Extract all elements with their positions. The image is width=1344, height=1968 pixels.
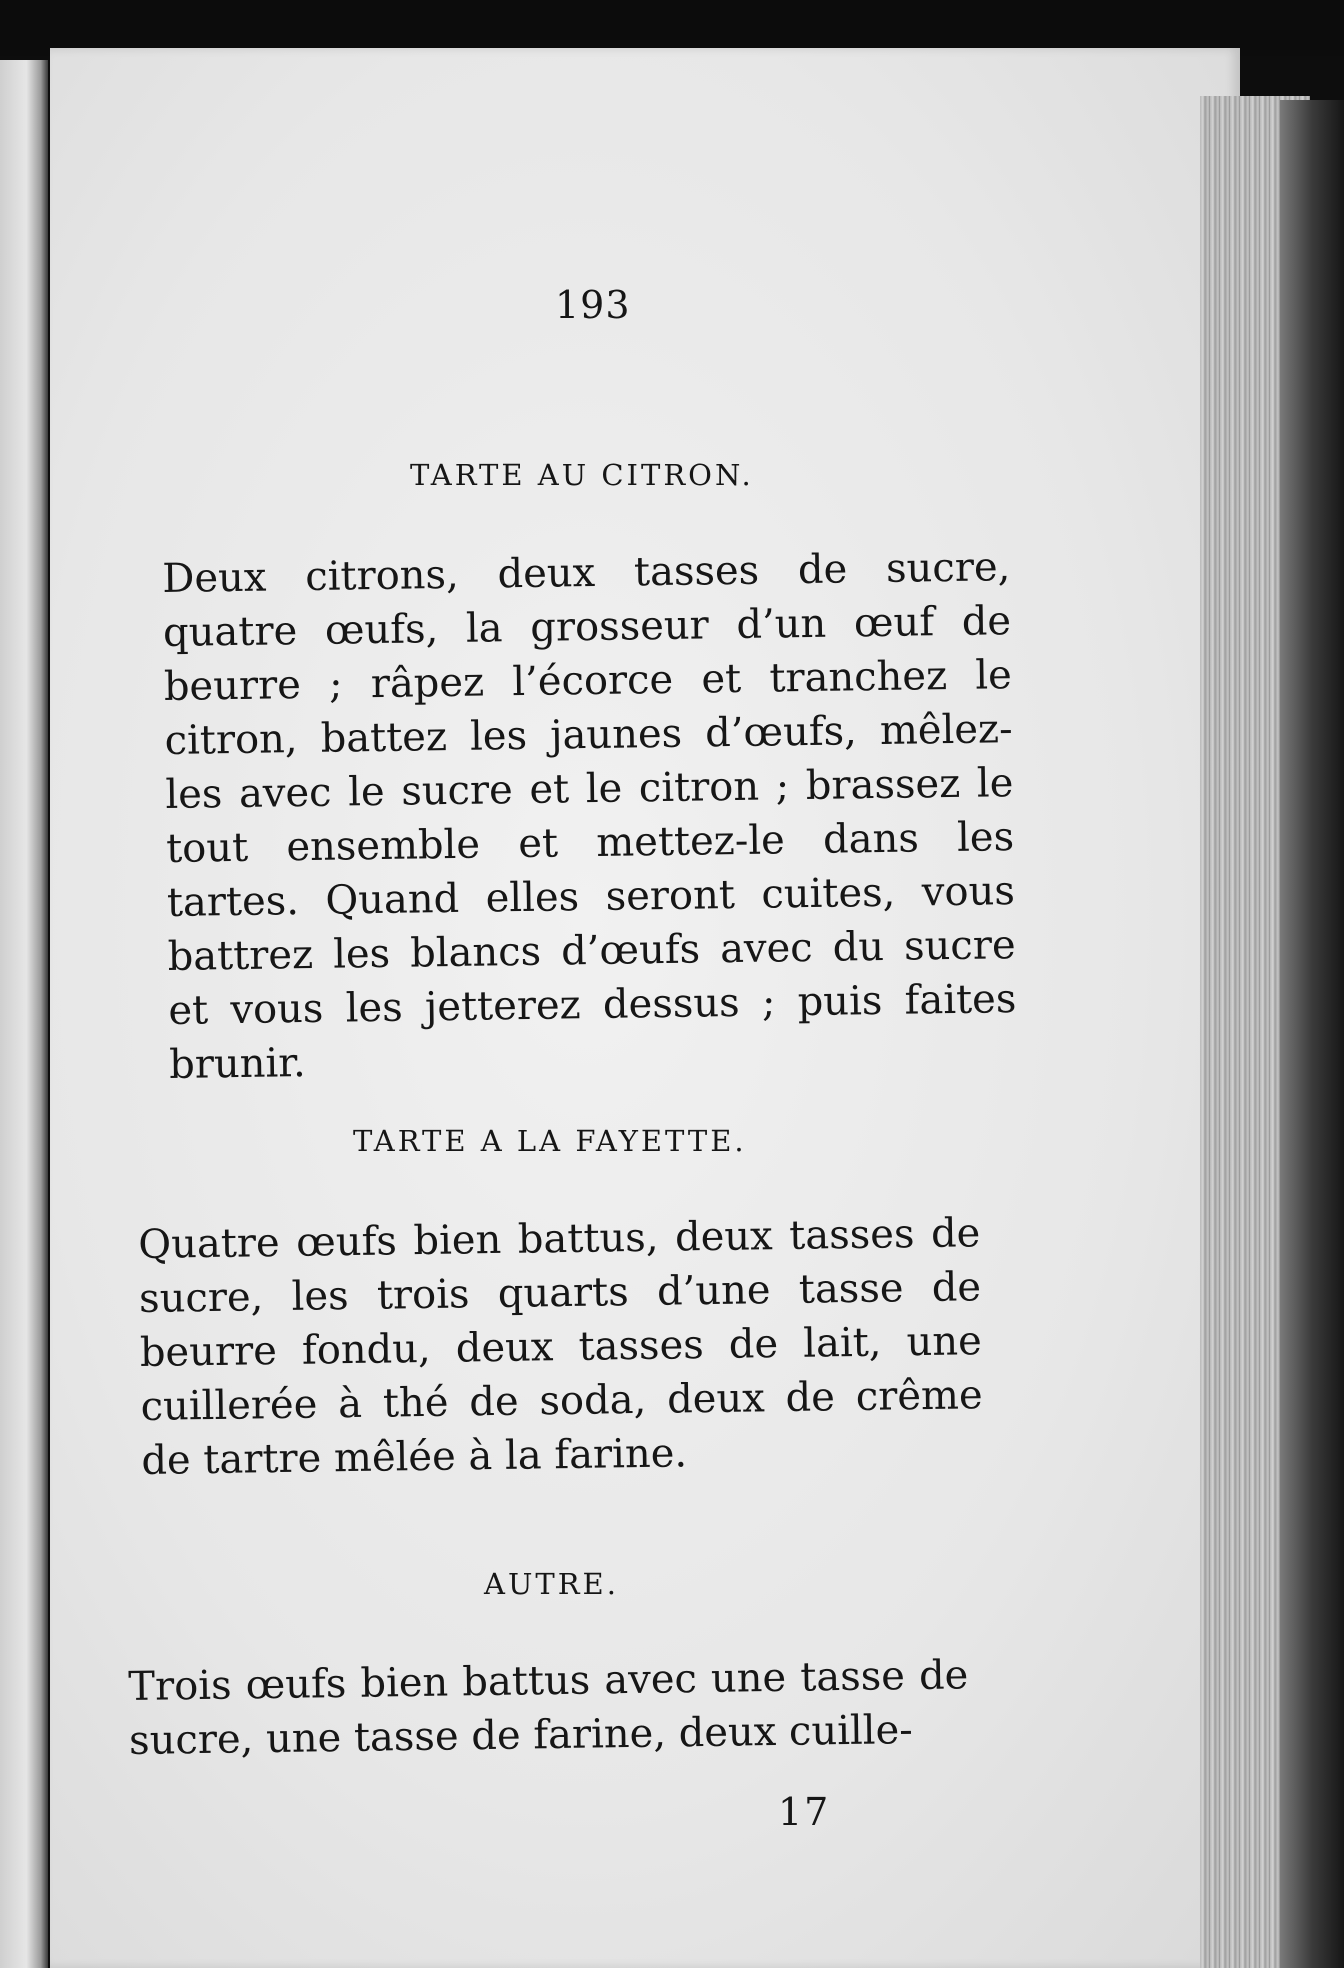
signature-mark: 17 [778,1790,831,1834]
section-title: TARTE AU CITRON. [410,458,754,492]
section-title: TARTE A LA FAYETTE. [353,1124,747,1158]
page-number: 193 [555,283,631,327]
section-body: Deux citrons, deux tasses de sucre, quatre œufs, la grosseur d’un œuf de beurre ; râpez l’écorce et tranchez le citron, battez les jaunes d’œufs, mêlez-les avec le sucre et le citron ; brassez le tout ensemble et mettez-le dans les tartes. Quand elles seront cuites, vous battrez les blancs d’œufs avec du sucre et vous les jetterez dessus ; puis faites brunir. [162,544,1017,1088]
section-body: Quatre œufs bien battus, deux tasses de sucre, les trois quarts d’une tasse de beurre fondu, deux tasses de lait, une cuillerée à thé de soda, deux de crême de tartre mêlée à la farine. [138,1210,983,1484]
section-body: Trois œufs bien battus avec une tasse de sucre, une tasse de farine, deux cuille- [128,1652,969,1764]
section-title: AUTRE. [484,1567,619,1601]
